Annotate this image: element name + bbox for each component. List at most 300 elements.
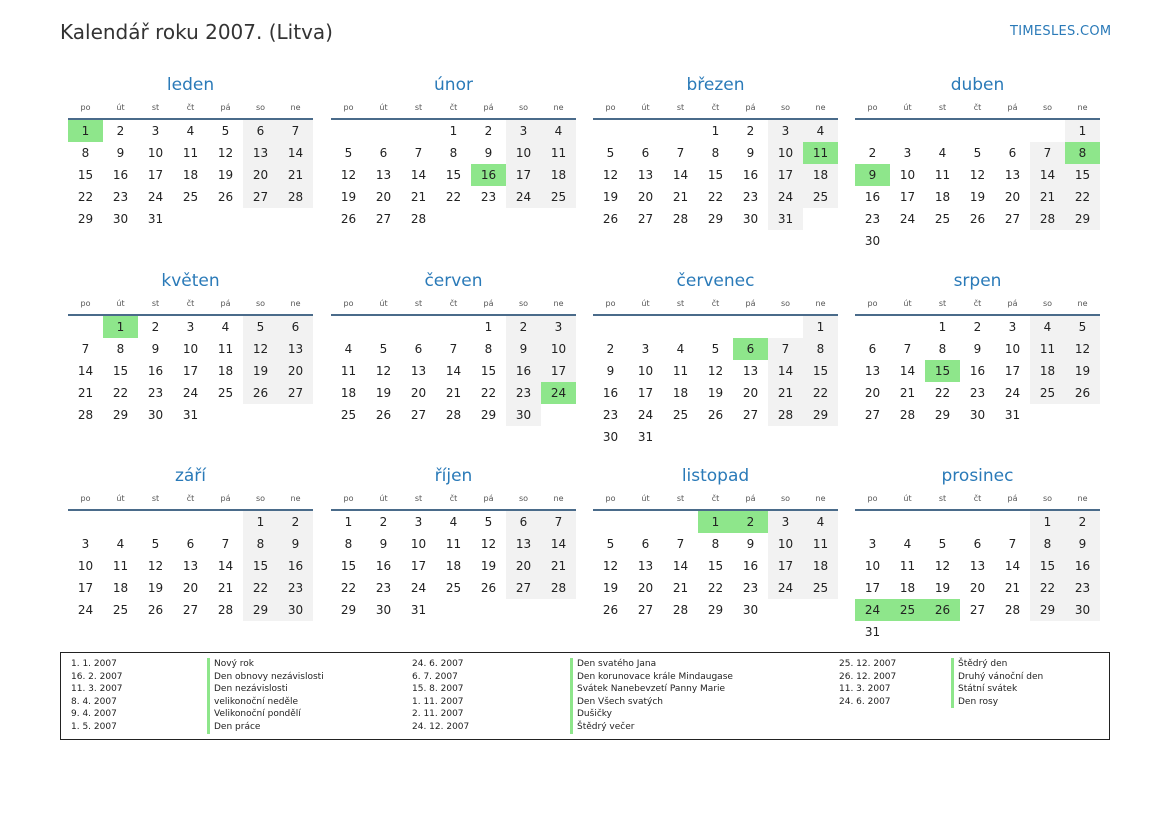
day-cell: 17: [637, 386, 654, 400]
weekday-label: čt: [449, 299, 458, 308]
day-cell: 24: [506, 186, 541, 208]
day-cell: 15: [445, 168, 462, 182]
day-cell: 31: [410, 603, 427, 617]
day-cell: 7: [541, 511, 576, 533]
day-cell: 23: [1065, 577, 1100, 599]
day-cell: 20: [969, 581, 986, 595]
weekday-label: po: [80, 103, 91, 112]
month-4: [68, 270, 313, 426]
empty-cell: [68, 511, 103, 533]
day-cell: 13: [278, 338, 313, 360]
day-cell: 3: [414, 515, 423, 529]
weekday-label: po: [605, 494, 616, 503]
day-cell: 16: [969, 364, 986, 378]
holiday-name: Státní svátek: [951, 683, 1043, 696]
day-cell: 26: [217, 190, 234, 204]
day-cell: 30: [278, 599, 313, 621]
day-cell: 7: [676, 146, 685, 160]
empty-cell: [890, 120, 925, 142]
weekday-label: po: [343, 494, 354, 503]
holiday-day-cell: 24: [855, 599, 890, 621]
day-cell: 27: [742, 408, 759, 422]
legend-names-col2: [570, 658, 733, 734]
month-9: [331, 465, 576, 621]
day-cell: 26: [602, 603, 619, 617]
month-7: [855, 270, 1100, 426]
holiday-day-cell: 1: [68, 120, 103, 142]
day-cell: 30: [1065, 599, 1100, 621]
empty-cell: [960, 120, 995, 142]
day-cell: 18: [672, 386, 689, 400]
day-cell: 9: [506, 338, 541, 360]
holiday-day-cell: 9: [855, 164, 890, 186]
day-cell: 4: [676, 342, 685, 356]
weekday-label: út: [903, 103, 912, 112]
day-cell: 20: [742, 386, 759, 400]
day-cell: 6: [278, 316, 313, 338]
empty-cell: [768, 316, 803, 338]
holiday-name: Štědrý večer: [570, 721, 733, 734]
day-cell: 15: [243, 555, 278, 577]
day-cell: 22: [707, 190, 724, 204]
day-cell: 27: [182, 603, 199, 617]
weekday-label: út: [379, 494, 388, 503]
day-grid: [331, 120, 576, 230]
day-cell: 31: [768, 208, 803, 230]
day-cell: 26: [243, 382, 278, 404]
weekday-label: čt: [973, 299, 982, 308]
day-cell: 29: [803, 404, 838, 426]
weekday-label: čt: [186, 494, 195, 503]
day-cell: 11: [541, 142, 576, 164]
day-cell: 30: [506, 404, 541, 426]
day-cell: 13: [1004, 168, 1021, 182]
day-cell: 28: [672, 603, 689, 617]
day-cell: 5: [973, 146, 982, 160]
day-cell: 27: [637, 603, 654, 617]
day-cell: 7: [676, 537, 685, 551]
day-cell: 10: [147, 146, 164, 160]
day-cell: 31: [1004, 408, 1021, 422]
weekday-label: st: [151, 494, 160, 503]
day-cell: 11: [217, 342, 234, 356]
day-cell: 14: [1030, 164, 1065, 186]
day-grid: [593, 511, 838, 621]
day-cell: 5: [379, 342, 388, 356]
weekday-label: po: [343, 299, 354, 308]
day-cell: 25: [803, 577, 838, 599]
empty-cell: [960, 511, 995, 533]
weekday-label: ne: [1077, 494, 1088, 503]
day-cell: 3: [768, 511, 803, 533]
empty-cell: [138, 511, 173, 533]
day-cell: 19: [934, 581, 951, 595]
empty-cell: [593, 511, 628, 533]
day-cell: 2: [151, 320, 160, 334]
holiday-day-cell: 16: [471, 164, 506, 186]
day-cell: 16: [864, 190, 881, 204]
day-cell: 21: [410, 190, 427, 204]
day-cell: 22: [707, 581, 724, 595]
weekday-label: čt: [186, 299, 195, 308]
day-cell: 12: [147, 559, 164, 573]
weekday-label: po: [343, 103, 354, 112]
day-cell: 3: [81, 537, 90, 551]
month-11: [855, 465, 1100, 643]
day-cell: 30: [147, 408, 164, 422]
day-cell: 19: [340, 190, 357, 204]
empty-cell: [331, 316, 366, 338]
day-cell: 7: [278, 120, 313, 142]
weekday-label: so: [255, 103, 266, 112]
day-cell: 10: [77, 559, 94, 573]
holiday-name: Den Všech svatých: [570, 696, 733, 709]
weekday-label: út: [116, 494, 125, 503]
day-cell: 14: [672, 559, 689, 573]
day-cell: 21: [672, 581, 689, 595]
day-cell: 4: [803, 120, 838, 142]
day-cell: 16: [506, 360, 541, 382]
day-cell: 11: [445, 537, 462, 551]
day-cell: 15: [1065, 164, 1100, 186]
month-5: [331, 270, 576, 426]
day-cell: 4: [1030, 316, 1065, 338]
holiday-date: 1. 11. 2007: [412, 696, 464, 707]
day-cell: 14: [541, 533, 576, 555]
weekday-label: st: [938, 299, 947, 308]
day-cell: 8: [803, 338, 838, 360]
day-cell: 4: [344, 342, 353, 356]
day-cell: 24: [1004, 386, 1021, 400]
day-cell: 2: [278, 511, 313, 533]
day-cell: 3: [506, 120, 541, 142]
weekday-label: čt: [711, 494, 720, 503]
weekday-label: po: [80, 494, 91, 503]
day-cell: 17: [541, 360, 576, 382]
day-cell: 5: [221, 124, 230, 138]
month-name: červen: [424, 271, 483, 291]
day-cell: 13: [182, 559, 199, 573]
weekday-label: st: [414, 299, 423, 308]
day-cell: 9: [151, 342, 160, 356]
day-cell: 23: [278, 577, 313, 599]
empty-cell: [173, 511, 208, 533]
day-cell: 14: [410, 168, 427, 182]
empty-cell: [593, 120, 628, 142]
day-cell: 7: [1008, 537, 1017, 551]
day-cell: 3: [641, 342, 650, 356]
holiday-date: 6. 7. 2007: [412, 671, 458, 682]
day-cell: 22: [243, 577, 278, 599]
weekday-label: pá: [220, 299, 231, 308]
day-cell: 24: [768, 577, 803, 599]
month-10: [593, 465, 838, 621]
holiday-date: 2. 11. 2007: [412, 709, 464, 720]
day-cell: 10: [768, 142, 803, 164]
day-cell: 9: [379, 537, 388, 551]
holiday-date: 8. 4. 2007: [71, 696, 117, 707]
legend-names-col3: [951, 658, 1043, 708]
day-cell: 2: [606, 342, 615, 356]
day-cell: 20: [410, 386, 427, 400]
day-cell: 14: [768, 360, 803, 382]
day-cell: 18: [541, 164, 576, 186]
day-cell: 30: [742, 212, 759, 226]
day-cell: 14: [1004, 559, 1021, 573]
day-cell: 4: [449, 515, 458, 529]
day-cell: 5: [151, 537, 160, 551]
day-cell: 30: [112, 212, 129, 226]
day-cell: 13: [375, 168, 392, 182]
weekday-label: pá: [1007, 103, 1018, 112]
day-cell: 29: [340, 603, 357, 617]
day-cell: 21: [1004, 581, 1021, 595]
day-cell: 9: [484, 146, 493, 160]
day-cell: 9: [116, 146, 125, 160]
day-cell: 20: [1004, 190, 1021, 204]
weekday-label: so: [518, 299, 529, 308]
day-cell: 12: [375, 364, 392, 378]
day-cell: 20: [375, 190, 392, 204]
day-cell: 24: [77, 603, 94, 617]
day-cell: 26: [707, 408, 724, 422]
month-name: srpen: [953, 271, 1002, 291]
day-cell: 15: [803, 360, 838, 382]
day-cell: 5: [938, 537, 947, 551]
weekday-label: so: [255, 299, 266, 308]
day-cell: 5: [243, 316, 278, 338]
day-cell: 23: [864, 212, 881, 226]
weekday-label: út: [903, 494, 912, 503]
calendar-grid: [68, 74, 1108, 639]
day-cell: 20: [506, 555, 541, 577]
weekday-header: [68, 102, 313, 114]
day-cell: 19: [480, 559, 497, 573]
holiday-date: 11. 3. 2007: [839, 684, 891, 695]
day-cell: 12: [602, 559, 619, 573]
day-cell: 2: [116, 124, 125, 138]
day-cell: 21: [445, 386, 462, 400]
day-cell: 11: [112, 559, 129, 573]
month-name: duben: [950, 75, 1005, 95]
holiday-name: Den nezávislosti: [207, 683, 324, 696]
day-cell: 27: [410, 408, 427, 422]
holiday-date: 1. 5. 2007: [71, 721, 117, 732]
day-cell: 29: [934, 408, 951, 422]
day-cell: 3: [151, 124, 160, 138]
day-cell: 2: [1065, 511, 1100, 533]
day-cell: 5: [344, 146, 353, 160]
empty-cell: [925, 120, 960, 142]
empty-cell: [628, 120, 663, 142]
weekday-label: pá: [1007, 494, 1018, 503]
empty-cell: [698, 316, 733, 338]
day-cell: 9: [278, 533, 313, 555]
day-cell: 29: [707, 212, 724, 226]
day-cell: 16: [375, 559, 392, 573]
day-cell: 12: [243, 338, 278, 360]
day-cell: 18: [445, 559, 462, 573]
day-cell: 22: [1065, 186, 1100, 208]
holiday-name: velikonoční neděle: [207, 696, 324, 709]
empty-cell: [593, 316, 628, 338]
month-name: prosinec: [941, 466, 1014, 486]
day-cell: 20: [637, 190, 654, 204]
day-cell: 19: [1065, 360, 1100, 382]
day-cell: 13: [742, 364, 759, 378]
holiday-name: Den rosy: [951, 696, 1043, 709]
day-cell: 13: [637, 168, 654, 182]
weekday-label: ne: [815, 494, 826, 503]
empty-cell: [68, 316, 103, 338]
holiday-date: 26. 12. 2007: [839, 671, 897, 682]
brand-link[interactable]: TIMESLES.COM: [1010, 24, 1112, 39]
day-cell: 3: [186, 320, 195, 334]
day-cell: 4: [186, 124, 195, 138]
day-cell: 19: [147, 581, 164, 595]
day-cell: 23: [969, 386, 986, 400]
legend-dates-col1: [71, 658, 123, 734]
day-cell: 18: [340, 386, 357, 400]
day-cell: 30: [375, 603, 392, 617]
day-cell: 18: [934, 190, 951, 204]
day-cell: 5: [484, 515, 493, 529]
day-cell: 22: [803, 382, 838, 404]
day-cell: 12: [707, 364, 724, 378]
day-cell: 13: [864, 364, 881, 378]
weekday-label: pá: [745, 299, 756, 308]
day-cell: 23: [602, 408, 619, 422]
weekday-label: út: [641, 103, 650, 112]
holiday-name: Nový rok: [207, 658, 324, 671]
day-cell: 29: [112, 408, 129, 422]
day-cell: 22: [112, 386, 129, 400]
day-cell: 17: [506, 164, 541, 186]
day-cell: 28: [410, 212, 427, 226]
day-cell: 24: [899, 212, 916, 226]
day-cell: 3: [768, 120, 803, 142]
day-cell: 23: [112, 190, 129, 204]
weekday-label: ne: [553, 103, 564, 112]
day-cell: 22: [480, 386, 497, 400]
day-cell: 15: [707, 559, 724, 573]
month-8: [68, 465, 313, 621]
weekday-label: pá: [483, 299, 494, 308]
empty-cell: [103, 511, 138, 533]
weekday-label: st: [676, 299, 685, 308]
day-cell: 23: [480, 190, 497, 204]
day-cell: 11: [803, 533, 838, 555]
weekday-label: so: [780, 299, 791, 308]
weekday-label: so: [1042, 494, 1053, 503]
weekday-label: st: [151, 103, 160, 112]
empty-cell: [628, 316, 663, 338]
holiday-name: Svátek Nanebevzetí Panny Marie: [570, 683, 733, 696]
weekday-label: so: [518, 103, 529, 112]
empty-cell: [995, 511, 1030, 533]
weekday-label: út: [903, 299, 912, 308]
weekday-header: [331, 298, 576, 310]
day-cell: 12: [340, 168, 357, 182]
day-cell: 9: [746, 146, 755, 160]
weekday-label: čt: [449, 103, 458, 112]
day-cell: 26: [340, 212, 357, 226]
weekday-label: st: [938, 494, 947, 503]
month-1: [331, 74, 576, 230]
day-cell: 5: [1065, 316, 1100, 338]
day-cell: 26: [969, 212, 986, 226]
day-cell: 12: [969, 168, 986, 182]
day-cell: 10: [541, 338, 576, 360]
empty-cell: [1030, 120, 1065, 142]
day-cell: 8: [711, 146, 720, 160]
day-cell: 24: [410, 581, 427, 595]
month-name: květen: [161, 271, 220, 291]
empty-cell: [331, 120, 366, 142]
weekday-label: st: [676, 103, 685, 112]
day-cell: 6: [414, 342, 423, 356]
day-cell: 21: [768, 382, 803, 404]
day-cell: 15: [707, 168, 724, 182]
day-cell: 24: [182, 386, 199, 400]
holiday-date: 24. 6. 2007: [839, 696, 891, 707]
day-cell: 11: [340, 364, 357, 378]
day-cell: 14: [899, 364, 916, 378]
day-cell: 25: [445, 581, 462, 595]
day-cell: 27: [1004, 212, 1021, 226]
day-cell: 14: [672, 168, 689, 182]
day-cell: 28: [672, 212, 689, 226]
empty-cell: [855, 120, 890, 142]
day-cell: 3: [1008, 320, 1017, 334]
day-cell: 12: [934, 559, 951, 573]
weekday-header: [331, 493, 576, 505]
weekday-label: pá: [483, 103, 494, 112]
day-cell: 7: [449, 342, 458, 356]
day-cell: 12: [217, 146, 234, 160]
day-cell: 8: [116, 342, 125, 356]
day-cell: 11: [1030, 338, 1065, 360]
weekday-label: čt: [711, 103, 720, 112]
weekday-label: pá: [220, 103, 231, 112]
weekday-header: [331, 102, 576, 114]
day-cell: 17: [77, 581, 94, 595]
day-cell: 12: [602, 168, 619, 182]
day-cell: 7: [81, 342, 90, 356]
day-cell: 2: [506, 316, 541, 338]
day-cell: 14: [217, 559, 234, 573]
day-cell: 6: [379, 146, 388, 160]
holiday-day-cell: 6: [733, 338, 768, 360]
day-cell: 17: [182, 364, 199, 378]
day-cell: 18: [803, 555, 838, 577]
day-cell: 4: [803, 511, 838, 533]
empty-cell: [401, 316, 436, 338]
day-cell: 2: [484, 124, 493, 138]
day-cell: 18: [112, 581, 129, 595]
day-grid: [593, 120, 838, 230]
day-cell: 20: [243, 164, 278, 186]
day-cell: 6: [973, 537, 982, 551]
empty-cell: [436, 316, 471, 338]
empty-cell: [890, 511, 925, 533]
day-cell: 4: [903, 537, 912, 551]
day-cell: 21: [77, 386, 94, 400]
day-grid: [855, 316, 1100, 426]
day-cell: 24: [637, 408, 654, 422]
month-name: říjen: [434, 466, 473, 486]
day-cell: 13: [637, 559, 654, 573]
